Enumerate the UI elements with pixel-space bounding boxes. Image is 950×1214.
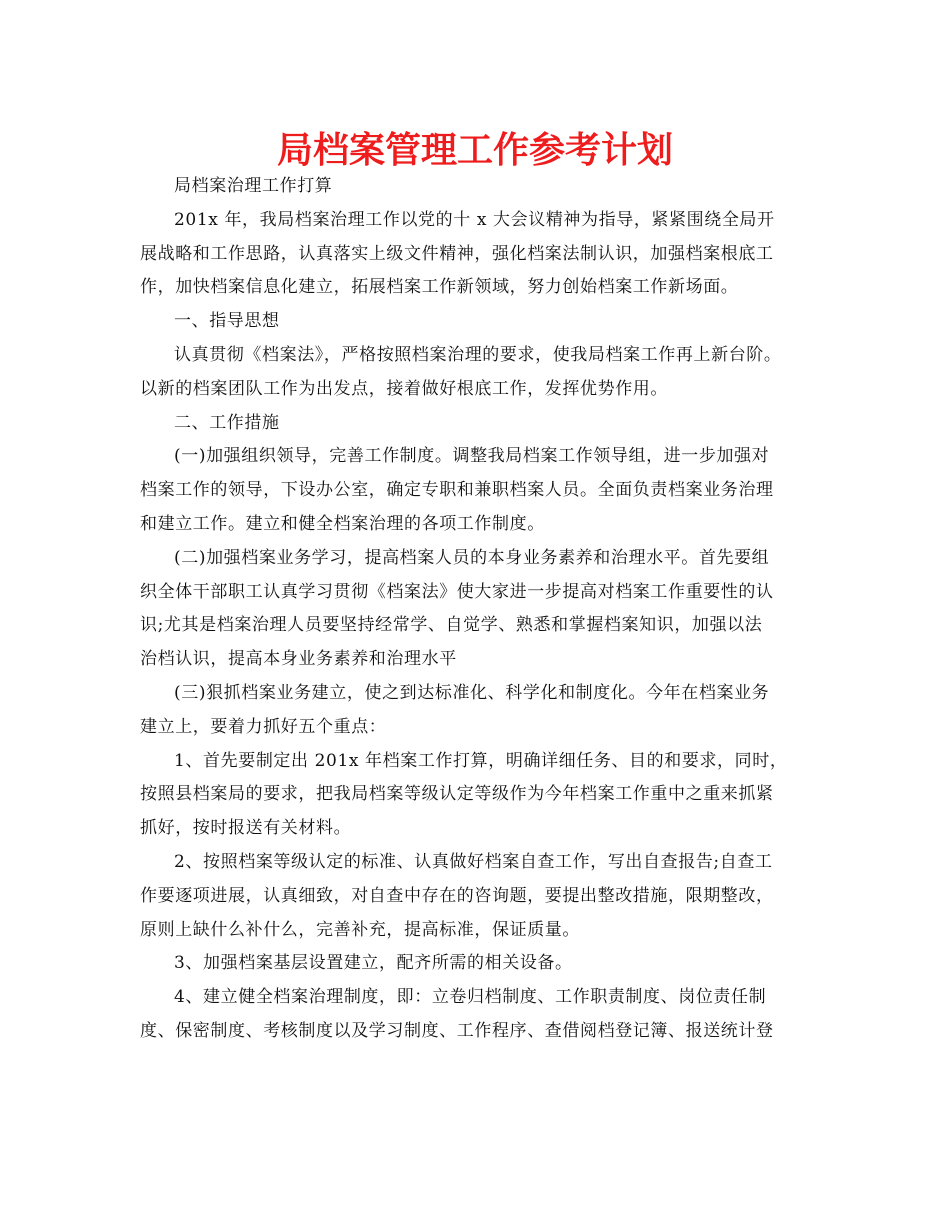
body-line: 作要逐项进展，认真细致，对自查中存在的咨询题，要提出整改措施，限期整改， [140,885,774,906]
body-line: 织全体干部职工认真学习贯彻《档案法》使大家进一步提高对档案工作重要性的认 [140,581,774,602]
body-line: (二)加强档案业务学习，提高档案人员的本身业务素养和治理水平。首先要组 [174,547,770,568]
document-title: 局档案管理工作参考计划 [276,130,673,171]
body-line: 建立上，要着力抓好五个重点： [140,716,387,737]
body-line: 抓好，按时报送有关材料。 [140,818,352,839]
body-line: 档案工作的领导，下设办公室，确定专职和兼职档案人员。全面负责档案业务治理 [140,480,774,501]
body-line: 作，加快档案信息化建立，拓展档案工作新领域，努力创始档案工作新场面。 [140,277,739,298]
body-line: 以新的档案团队工作为出发点，接着做好根底工作，发挥优势作用。 [140,378,668,399]
body-line: 4、建立健全档案治理制度，即：立卷归档制度、工作职责制度、岗位责任制 [174,987,767,1008]
body-line: 展战略和工作思路，认真落实上级文件精神，强化档案法制认识，加强档案根底工 [140,243,774,264]
body-line: 治档认识，提高本身业务素养和治理水平 [140,649,457,670]
body-line: 一、指导思想 [174,311,280,332]
body-line: 二、工作措施 [174,412,280,433]
body-line: 2、按照档案等级认定的标准、认真做好档案自查工作，写出自查报告;自查工 [174,851,773,872]
body-line: 识;尤其是档案治理人员要坚持经常学、自觉学、熟悉和掌握档案知识，加强以法 [140,615,763,636]
body-line: 201x 年，我局档案治理工作以党的十 x 大会议精神为指导，紧紧围绕全局开 [174,209,775,230]
body-line: 认真贯彻《档案法》，严格按照档案治理的要求，使我局档案工作再上新台阶。 [174,344,782,365]
body-line: 局档案治理工作打算 [174,176,333,196]
body-line: 1、首先要制定出 201x 年档案工作打算，明确详细任务、目的和要求，同时， [174,750,788,771]
body-line: 原则上缺什么补什么，完善补充，提高标准，保证质量。 [140,919,580,940]
body-line: 度、保密制度、考核制度以及学习制度、工作程序、查借阅档登记簿、报送统计登 [140,1020,774,1041]
body-line: 和建立工作。建立和健全档案治理的各项工作制度。 [140,513,545,534]
document-body [140,170,815,1049]
body-line: (一)加强组织领导，完善工作制度。调整我局档案工作领导组，进一步加强对 [174,446,770,467]
body-line: 按照县档案局的要求，把我局档案等级认定等级作为今年档案工作重中之重来抓紧 [140,784,774,805]
body-line: (三)狠抓档案业务建立，使之到达标准化、科学化和制度化。今年在档案业务 [174,682,770,703]
body-line: 3、加强档案基层设置建立，配齐所需的相关设备。 [174,953,573,974]
